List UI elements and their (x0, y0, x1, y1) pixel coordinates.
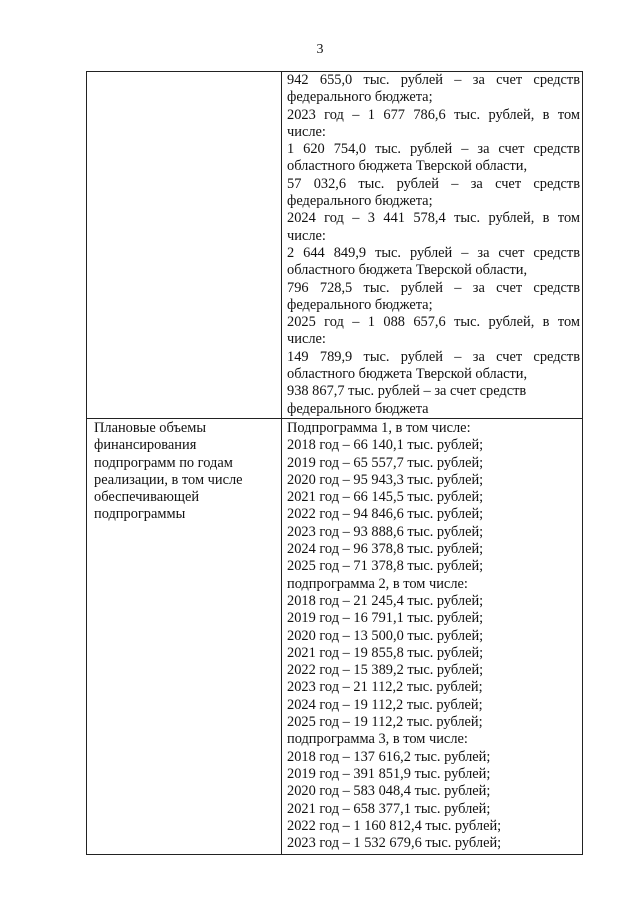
text-line: 2024 год – 96 378,8 тыс. рублей; (287, 541, 484, 558)
text-line: числе: (287, 227, 326, 244)
text-line: 2020 год – 95 943,3 тыс. рублей; (287, 471, 484, 488)
text-line: 796 728,5 тыс. рублей – за счет средств (287, 279, 580, 296)
text-line: 2023 год – 21 112,2 тыс. рублей; (287, 679, 483, 696)
text-line: 2019 год – 391 851,9 тыс. рублей; (287, 765, 491, 782)
label-line: Плановые объемы (94, 420, 207, 436)
text-line: 2022 год – 1 160 812,4 тыс. рублей; (287, 817, 502, 834)
text-line: 2024 год – 19 112,2 тыс. рублей; (287, 696, 483, 713)
text-line: федерального бюджета; (287, 193, 433, 210)
financing-table (86, 71, 583, 855)
label-line: подпрограммы (94, 506, 186, 523)
column-divider (281, 72, 282, 854)
text-line: федерального бюджета; (287, 296, 433, 313)
text-line: федерального бюджета (287, 400, 429, 417)
page-number: 3 (316, 42, 324, 57)
text-line: 149 789,9 тыс. рублей – за счет средств (287, 348, 580, 365)
label-line: обеспечивающей (94, 489, 200, 506)
text-line: 57 032,6 тыс. рублей – за счет средств (287, 175, 580, 192)
text-line: подпрограмма 3, в том числе: (287, 731, 468, 748)
text-line: 942 655,0 тыс. рублей – за счет средств (287, 72, 580, 88)
text-line: 1 620 754,0 тыс. рублей – за счет средств (287, 141, 580, 158)
text-line: Подпрограмма 1, в том числе: (287, 420, 471, 436)
text-line: 2 644 849,9 тыс. рублей – за счет средств (287, 244, 580, 261)
text-line: 2019 год – 16 791,1 тыс. рублей; (287, 610, 484, 627)
text-line: 2021 год – 66 145,5 тыс. рублей; (287, 489, 484, 506)
text-line: числе: (287, 123, 326, 140)
top-row-right-cell (287, 72, 580, 418)
bottom-row-left-cell (94, 420, 277, 524)
text-line: 2018 год – 137 616,2 тыс. рублей; (287, 748, 491, 765)
text-line: 2025 год – 19 112,2 тыс. рублей; (287, 714, 483, 731)
bottom-row-right-cell (287, 420, 580, 852)
text-line: 2023 год – 1 677 786,6 тыс. рублей, в том (287, 106, 580, 123)
text-line: 2022 год – 15 389,2 тыс. рублей; (287, 662, 484, 679)
text-line: подпрограмма 2, в том числе: (287, 575, 468, 592)
text-line: 2025 год – 1 088 657,6 тыс. рублей, в том (287, 314, 580, 331)
label-line: подпрограмм по годам (94, 454, 233, 471)
row-divider (87, 418, 582, 419)
text-line: 2023 год – 93 888,6 тыс. рублей; (287, 523, 484, 540)
text-line: 2024 год – 3 441 578,4 тыс. рублей, в том (287, 210, 580, 227)
text-line: 2021 год – 658 377,1 тыс. рублей; (287, 800, 491, 817)
text-line: федерального бюджета; (287, 89, 433, 106)
text-line: 2022 год – 94 846,6 тыс. рублей; (287, 506, 484, 523)
text-line: 2020 год – 583 048,4 тыс. рублей; (287, 783, 491, 800)
text-line: числе: (287, 331, 326, 348)
text-line: 2020 год – 13 500,0 тыс. рублей; (287, 627, 484, 644)
text-line: 2023 год – 1 532 679,6 тыс. рублей; (287, 835, 502, 852)
text-line: 2019 год – 65 557,7 тыс. рублей; (287, 454, 484, 471)
text-line: 2025 год – 71 378,8 тыс. рублей; (287, 558, 484, 575)
label-line: финансирования (94, 437, 197, 454)
text-line: областного бюджета Тверской области, (287, 262, 528, 279)
text-line: областного бюджета Тверской области, (287, 366, 528, 383)
text-line: областного бюджета Тверской области, (287, 158, 528, 175)
text-line: 2018 год – 21 245,4 тыс. рублей; (287, 592, 484, 609)
text-line: 2018 год – 66 140,1 тыс. рублей; (287, 437, 484, 454)
text-line: 938 867,7 тыс. рублей – за счет средств (287, 383, 527, 400)
label-line: реализации, в том числе (94, 471, 243, 488)
text-line: 2021 год – 19 855,8 тыс. рублей; (287, 644, 484, 661)
